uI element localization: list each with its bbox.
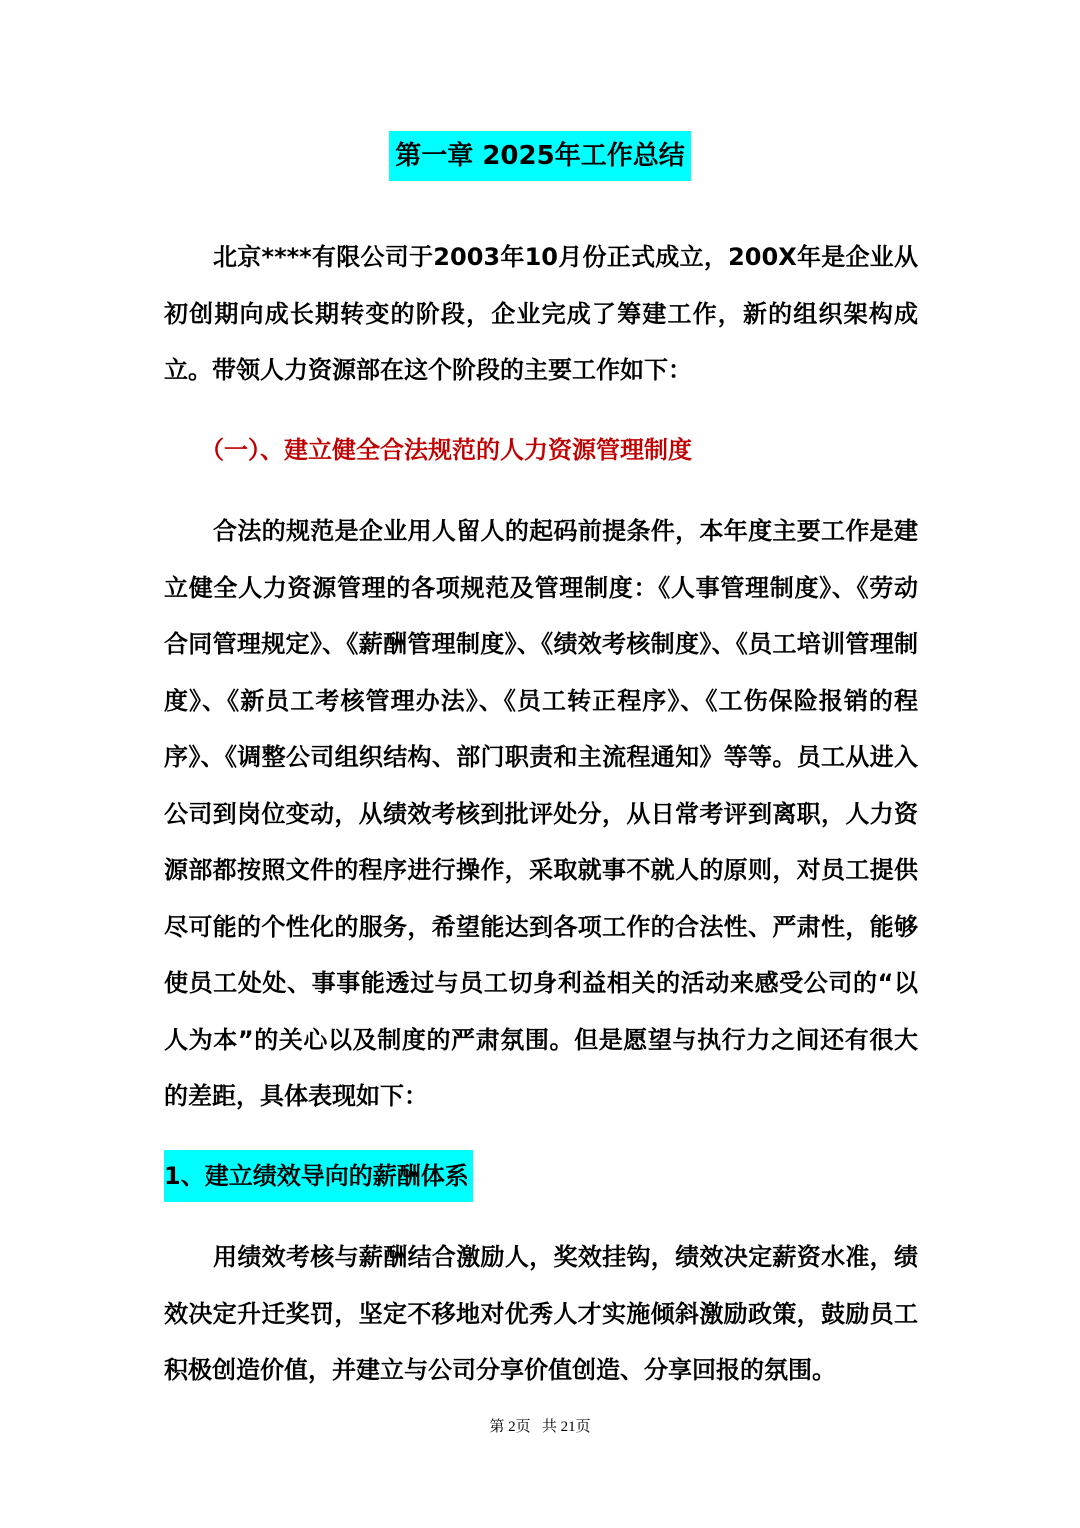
chapter-title-container [0,131,1080,181]
page-number: 第 2页 [489,1419,531,1435]
subheading-paragraph: 用绩效考核与薪酬结合激励人，奖效挂钩，绩效决定薪资水准，绩效决定升迁奖罚，坚定不移地对优秀人才实施倾斜激励政策，鼓励员工积极创造价值，并建立与公司分享价值创造、分享回报的氛围。 [164,1243,918,1384]
chapter-title: 第一章 2025年工作总结 [389,131,690,181]
intro-paragraph: 北京****有限公司于2003年10月份正式成立，200X年是企业从初创期向成长期转变的阶段，企业完成了筹建工作，新的组织架构成立。带领人力资源部在这个阶段的主要工作如下： [164,243,918,384]
subheading: 1、建立绩效导向的薪酬体系 [164,1150,473,1202]
section-paragraph: 合法的规范是企业用人留人的起码前提条件，本年度主要工作是建立健全人力资源管理的各项规范及管理制度：《人事管理制度》、《劳动合同管理规定》、《薪酬管理制度》、《绩效考核制度》、《员工培训管理制度》、《新员工考核管理办法》、《员工转正程序》、《工伤保险报销的程序》、《调整公司组织结构、部门职责和主流程通知》等等。员工从进入公司到岗位变动，从绩效考核到批评处分，从日常考评到离职，人力资源部都按照文件的程序进行操作，采取就事不就人的原则，对员工提供尽可能的个性化的服务，希望能达到各项工作的合法性、严肃性，能够使员工处处、事事能透过与员工切身利益相关的活动来感受公司的“以人为本”的关心以及制度的严肃氛围。但是愿望与执行力之间还有很大的差距，具体表现如下： [164,517,918,1110]
page-total: 共 21页 [541,1419,591,1435]
section-heading: （一）、建立健全合法规范的人力资源管理制度 [200,436,692,464]
page-footer [0,1415,1080,1439]
subheading-container [164,1150,473,1202]
